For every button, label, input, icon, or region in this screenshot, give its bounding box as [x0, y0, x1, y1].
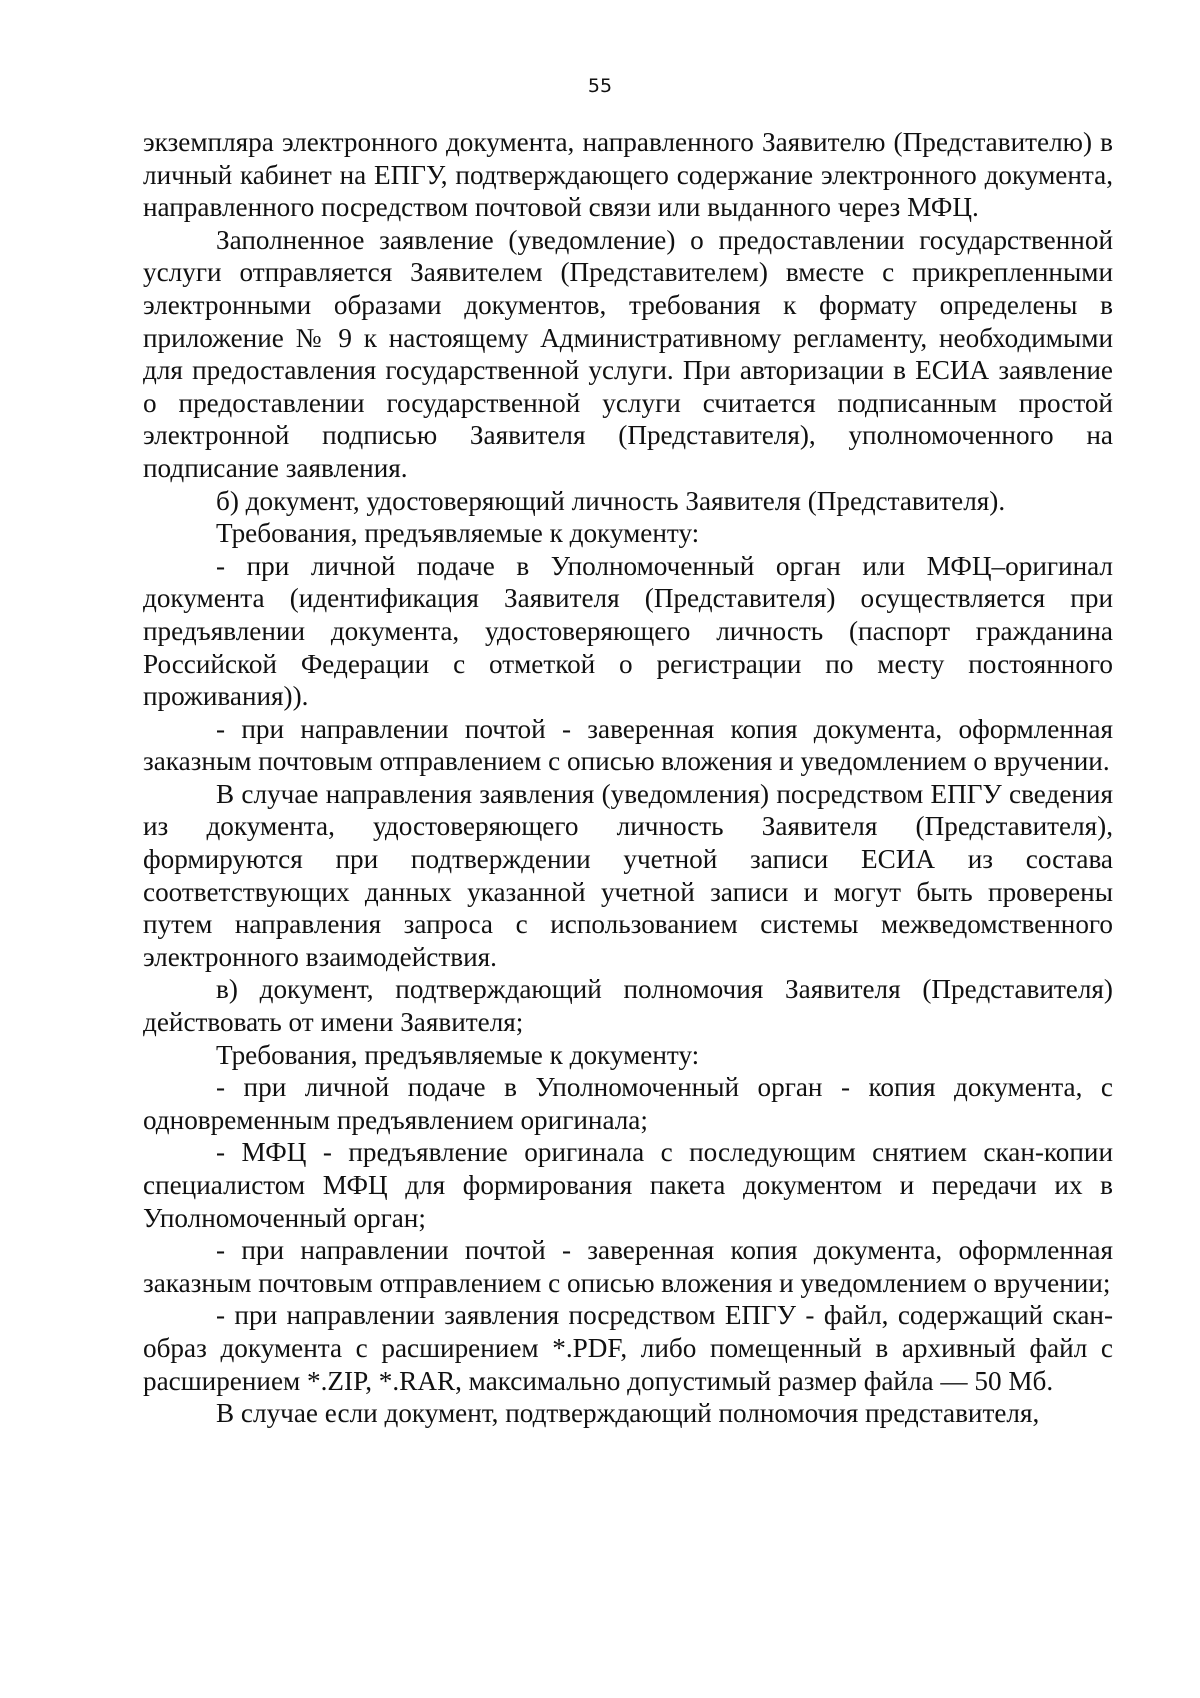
paragraph-postal-submission: - при направлении почтой - заверенная копия документа, оформленная заказным почтовым отправлением с описью вложения и уведомлением о вручении. [143, 713, 1113, 777]
paragraph-item-b: б) документ, удостоверяющий личность Заявителя (Представителя). [216, 485, 1006, 516]
page-number: 55 [587, 75, 613, 97]
paragraph-personal-copy: - при личной подаче в Уполномоченный орган - копия документа, с одновременным предъявлением оригинала; [143, 1072, 1113, 1135]
paragraph-filled-application: Заполненное заявление (уведомление) о предоставлении государственной услуги отправляется Заявителем (Представителем) вместе с прикрепленными электронными образами документов, требования к формату определены в приложение № 9 к настоящему Административному регламенту, необходимыми для предоставления государственной услуги. При авторизации в ЕСИА заявление о предоставлении государственной услуги считается подписанным простой электронной подписью Заявителя (Представителя), уполномоченного на подписание заявления. [143, 224, 1113, 483]
paragraph-mfc-original: - МФЦ - предъявление оригинала с последующим снятием скан-копии специалистом МФЦ для формирования пакета документом и передачи их в Уполномоченный орган; [143, 1137, 1113, 1233]
document-body [143, 126, 1113, 1430]
paragraph-requirements-heading: Требования, предъявляемые к документу: [216, 518, 700, 549]
paragraph-epgu-file: - при направлении заявления посредством ЕПГУ - файл, содержащий скан-образ документа с расширением *.PDF, либо помещенный в архивный файл с расширением *.ZIP, *.RAR, максимально допустимый размер файла — 50 Мб. [143, 1300, 1113, 1396]
paragraph-postal-copy: - при направлении почтой - заверенная копия документа, оформленная заказным почтовым отправлением с описью вложения и уведомлением о вручении; [143, 1235, 1113, 1298]
paragraph-representative-case: В случае если документ, подтверждающий полномочия представителя, [216, 1398, 1040, 1429]
paragraph-continuation: экземпляра электронного документа, направленного Заявителю (Представителю) в личный кабинет на ЕПГУ, подтверждающего содержание электронного документа, направленного посредством почтовой связи или выданного через МФЦ. [143, 127, 1113, 223]
paragraph-epgu-case: В случае направления заявления (уведомления) посредством ЕПГУ сведения из документа, удостоверяющего личность Заявителя (Представителя), формируются при подтверждении учетной записи ЕСИА из состава соответствующих данных указанной учетной записи и могут быть проверены путем направления запроса с использованием системы межведомственного электронного взаимодействия. [143, 778, 1113, 972]
paragraph-personal-submission: - при личной подаче в Уполномоченный орган или МФЦ–оригинал документа (идентификация Заявителя (Представителя) осуществляется при предъявлении документа, удостоверяющего личность (паспорт гражданина Российской Федерации с отметкой о регистрации по месту постоянного проживания)). [143, 550, 1113, 712]
paragraph-item-v: в) документ, подтверждающий полномочия Заявителя (Представителя) действовать от имени Заявителя; [143, 974, 1113, 1038]
paragraph-requirements-heading-2: Требования, предъявляемые к документу: [216, 1039, 700, 1070]
